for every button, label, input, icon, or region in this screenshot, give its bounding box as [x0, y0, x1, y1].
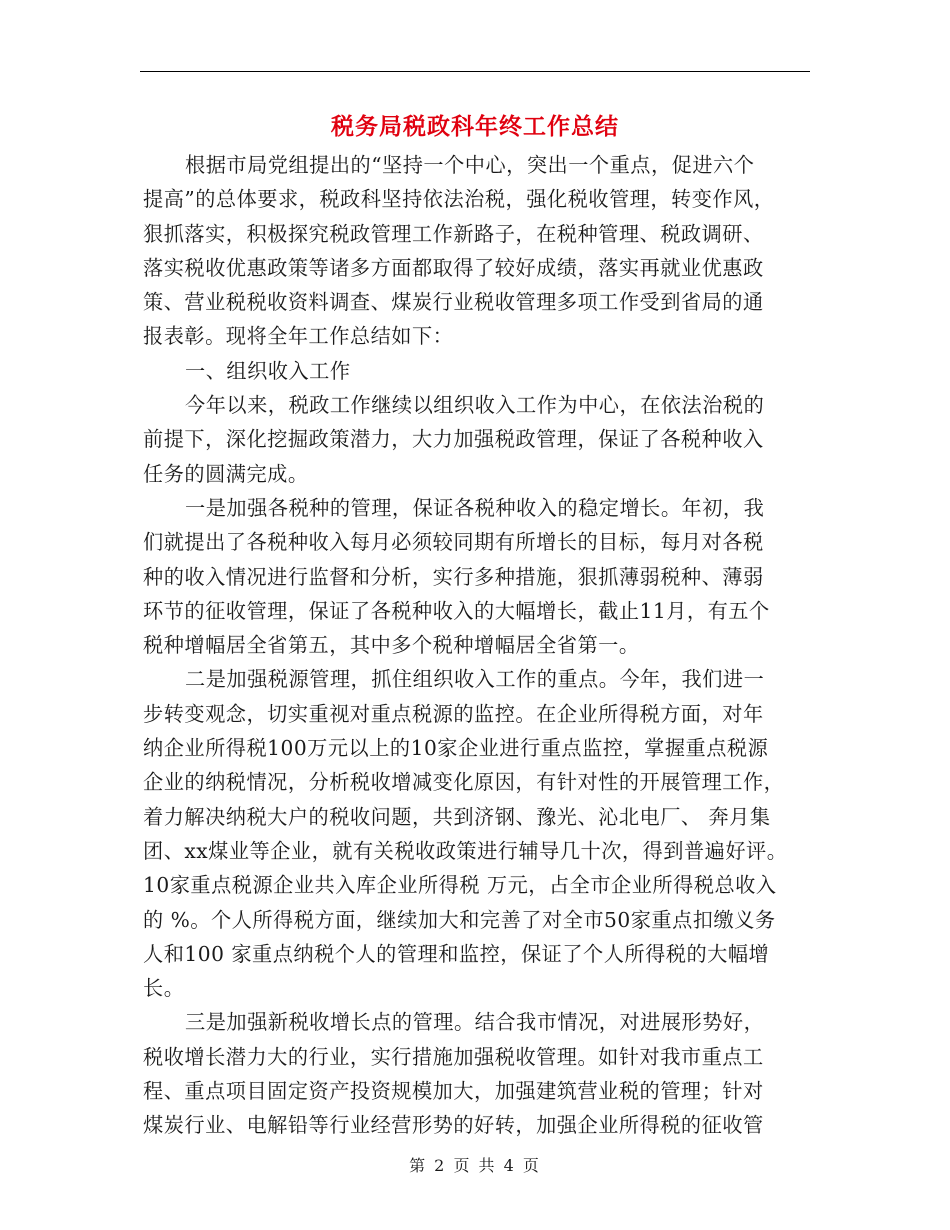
text-line: 一是加强各税种的管理，保证各税种收入的稳定增长。年初，我 [185, 495, 765, 520]
text-line: 煤炭行业、电解铅等行业经营形势的好转，加强企业所得税的征收管 [143, 1113, 764, 1138]
text-line: 企业的纳税情况，分析税收增减变化原因，有针对性的开展管理工作， [143, 770, 785, 795]
header-rule [140, 71, 810, 72]
text-line: 种的收入情况进行监督和分析，实行多种措施，狠抓薄弱税种、薄弱 [143, 564, 764, 589]
text-line: 落实税收优惠政策等诸多方面都取得了较好成绩，落实再就业优惠政 [143, 255, 764, 280]
text-line: 报表彰。现将全年工作总结如下： [143, 324, 454, 349]
section-heading: 一、组织收入工作 [185, 358, 351, 383]
text-line: 们就提出了各税种收入每月必须较同期有所增长的目标，每月对各税 [143, 530, 764, 555]
text-line: 税种增幅居全省第五，其中多个税种增幅居全省第一。 [143, 633, 640, 658]
document-body [143, 148, 808, 1143]
text-line: 三是加强新税收增长点的管理。结合我市情况，对进展形势好， [185, 1010, 765, 1035]
page-number: 第 2 页 共 4 页 [409, 1156, 541, 1175]
text-line: 策、营业税税收资料调查、煤炭行业税收管理多项工作受到省局的通 [143, 290, 764, 315]
text-line: 任务的圆满完成。 [143, 461, 309, 486]
text-line: 今年以来，税政工作继续以组织收入工作为中心，在依法治税的 [185, 393, 765, 418]
text-line: 纳企业所得税100万元以上的10家企业进行重点监控，掌握重点税源 [143, 736, 769, 761]
text-line: 提高”的总体要求，税政科坚持依法治税，强化税收管理，转变作风， [143, 187, 775, 212]
document-title: 税务局税政科年终工作总结 [331, 114, 619, 140]
text-line: 环节的征收管理，保证了各税种收入的大幅增长，截止11月，有五个 [143, 598, 770, 623]
text-line: 狠抓落实，积极探究税政管理工作新路子，在税种管理、税政调研、 [143, 221, 764, 246]
text-line: 人和100 家重点纳税个人的管理和监控，保证了个人所得税的大幅增 [143, 941, 770, 966]
text-line: 程、重点项目固定资产投资规模加大，加强建筑营业税的管理；针对 [143, 1079, 764, 1104]
text-line: 前提下，深化挖掘政策潜力，大力加强税政管理，保证了各税种收入 [143, 427, 764, 452]
text-line: 税收增长潜力大的行业，实行措施加强税收管理。如针对我市重点工 [143, 1044, 764, 1069]
text-line: 二是加强税源管理，抓住组织收入工作的重点。今年，我们进一 [185, 667, 765, 692]
text-line: 10家重点税源企业共入库企业所得税 万元，占全市企业所得税总收入 [143, 873, 777, 898]
text-line: 团、xx煤业等企业，就有关税收政策进行辅导几十次，得到普遍好评。 [143, 838, 788, 863]
text-line: 步转变观念，切实重视对重点税源的监控。在企业所得税方面，对年 [143, 701, 764, 726]
text-line: 长。 [143, 976, 185, 1001]
text-line: 着力解决纳税大户的税收问题，共到济钢、豫光、沁北电厂、 奔月集 [143, 804, 771, 829]
text-line: 的 %。个人所得税方面，继续加大和完善了对全市50家重点扣缴义务 [143, 907, 776, 932]
text-line: 根据市局党组提出的“坚持一个中心，突出一个重点，促进六个 [185, 153, 755, 177]
